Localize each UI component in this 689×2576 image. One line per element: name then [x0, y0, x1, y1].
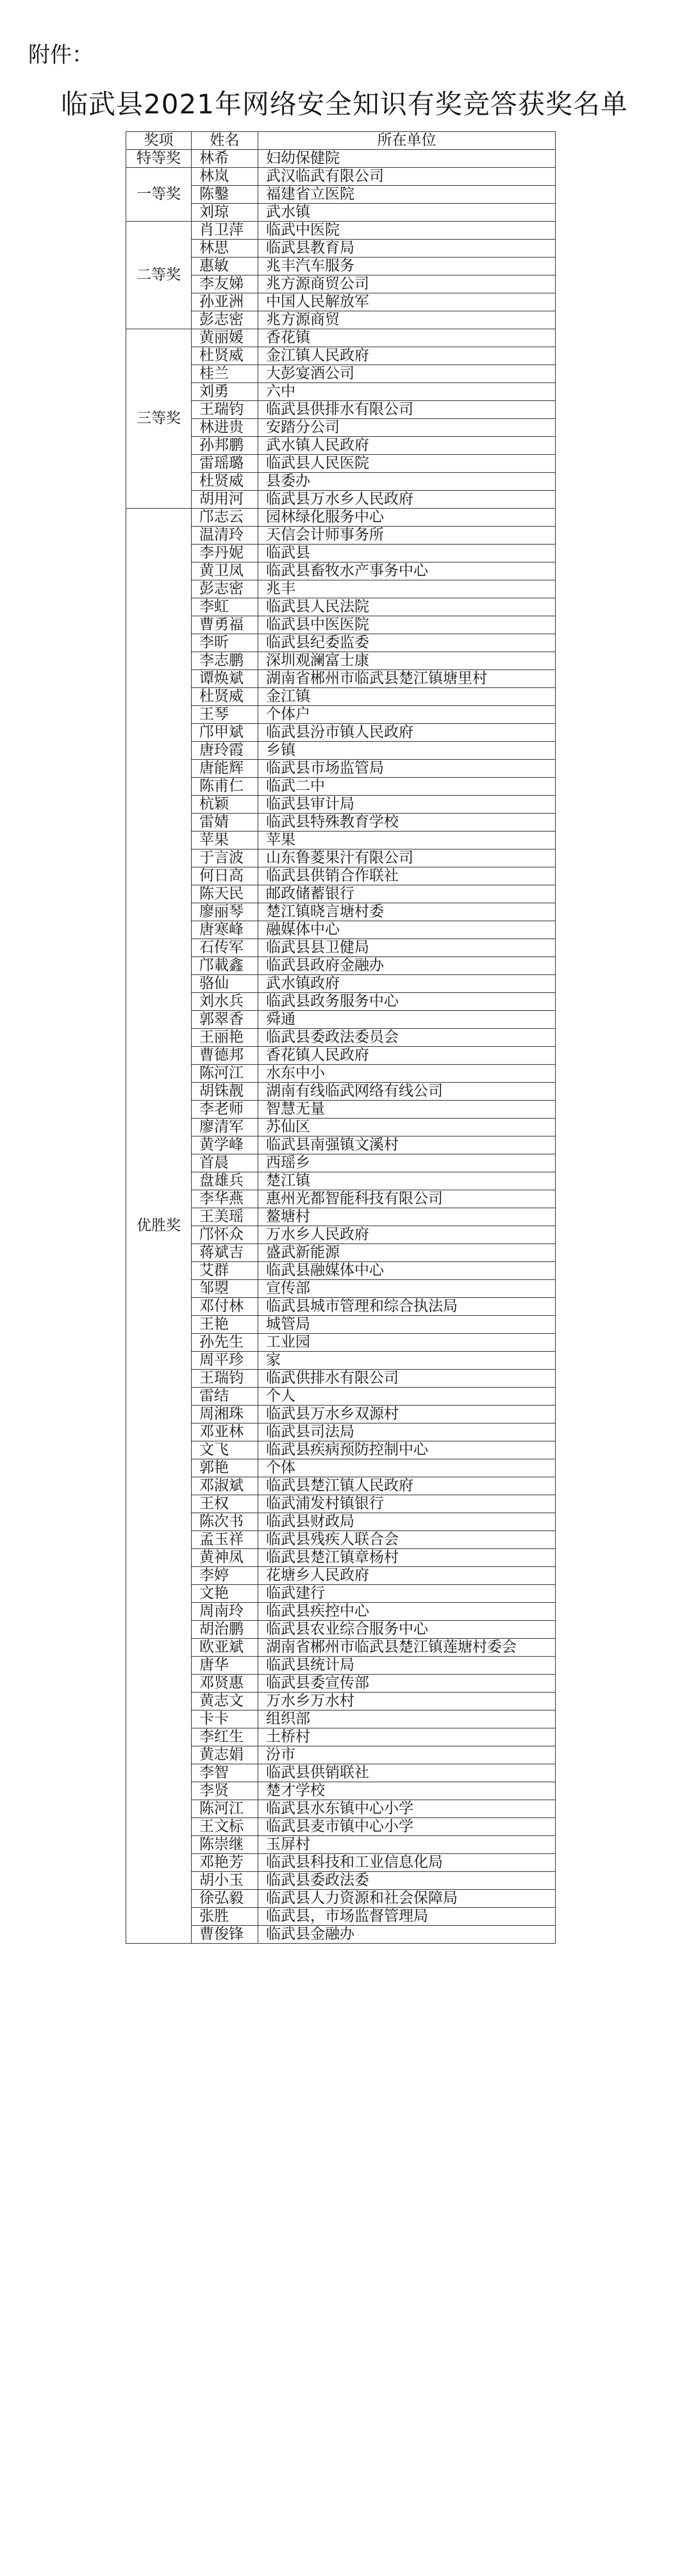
winner-name-cell: 王瑞钧 — [192, 401, 258, 419]
winner-unit-cell: 宣传部 — [258, 1280, 556, 1298]
winner-unit-cell: 融媒体中心 — [258, 921, 556, 939]
winner-unit-cell: 园林绿化服务中心 — [258, 509, 556, 527]
winner-name-cell: 黄卫凤 — [192, 562, 258, 580]
winner-name-cell: 李志鹏 — [192, 652, 258, 670]
winner-name-cell: 黄志娟 — [192, 1746, 258, 1764]
winner-unit-cell: 个人 — [258, 1388, 556, 1406]
winner-name-cell: 孙亚洲 — [192, 293, 258, 311]
winner-unit-cell: 工业园 — [258, 1334, 556, 1352]
winner-unit-cell: 临武建行 — [258, 1585, 556, 1603]
winner-unit-cell: 楚江镇 — [258, 1172, 556, 1190]
winner-name-cell: 陈天民 — [192, 885, 258, 903]
winner-unit-cell: 金江镇人民政府 — [258, 347, 556, 365]
winner-name-cell: 胡小玉 — [192, 1872, 258, 1890]
winner-unit-cell: 汾市 — [258, 1746, 556, 1764]
winner-name-cell: 胡铢靓 — [192, 1083, 258, 1101]
winner-name-cell: 王丽艳 — [192, 1029, 258, 1047]
winner-name-cell: 陈次书 — [192, 1513, 258, 1531]
winner-unit-cell: 中国人民解放军 — [258, 293, 556, 311]
winner-unit-cell: 六中 — [258, 383, 556, 401]
winner-name-cell: 黄神凤 — [192, 1549, 258, 1567]
award-table — [126, 131, 556, 1944]
winner-unit-cell: 临武县财政局 — [258, 1513, 556, 1531]
winner-unit-cell: 惠州光都智能科技有限公司 — [258, 1190, 556, 1208]
winner-name-cell: 谭焕斌 — [192, 670, 258, 688]
winner-name-cell: 杜贤威 — [192, 347, 258, 365]
winner-name-cell: 胡治鹏 — [192, 1621, 258, 1639]
winner-unit-cell: 邮政储蓄银行 — [258, 885, 556, 903]
winner-unit-cell: 苏仙区 — [258, 1119, 556, 1136]
winner-name-cell: 孟玉祥 — [192, 1531, 258, 1549]
winner-unit-cell: 乡镇 — [258, 742, 556, 760]
winner-name-cell: 盘雄兵 — [192, 1172, 258, 1190]
winner-unit-cell: 城管局 — [258, 1316, 556, 1334]
winner-unit-cell: 临武县汾市镇人民政府 — [258, 724, 556, 742]
winner-name-cell: 李友娣 — [192, 275, 258, 293]
winner-name-cell: 王瑞钧 — [192, 1370, 258, 1388]
winner-name-cell: 王琴 — [192, 706, 258, 724]
winner-unit-cell: 天信会计师事务所 — [258, 527, 556, 545]
winner-name-cell: 李智 — [192, 1764, 258, 1782]
winner-unit-cell: 楚江镇晓言塘村委 — [258, 903, 556, 921]
winner-unit-cell: 临武县中医医院 — [258, 616, 556, 634]
winner-unit-cell: 兆方源商贸 — [258, 311, 556, 329]
winner-unit-cell: 临武县 — [258, 545, 556, 562]
winner-name-cell: 邝志云 — [192, 509, 258, 527]
winner-name-cell: 陈鑿 — [192, 186, 258, 204]
winner-unit-cell: 福建省立医院 — [258, 186, 556, 204]
winner-unit-cell: 兆丰 — [258, 580, 556, 598]
winner-unit-cell: 县委办 — [258, 473, 556, 491]
winner-unit-cell: 舜通 — [258, 1011, 556, 1029]
winner-name-cell: 李红生 — [192, 1728, 258, 1746]
prize-cell: 一等奖 — [126, 168, 192, 222]
winner-name-cell: 雷结 — [192, 1388, 258, 1406]
winner-name-cell: 肖卫萍 — [192, 222, 258, 240]
winner-unit-cell: 临武浦发村镇银行 — [258, 1495, 556, 1513]
winner-unit-cell: 临武县畜牧水产事务中心 — [258, 562, 556, 580]
winner-unit-cell: 临武县司法局 — [258, 1423, 556, 1441]
winner-name-cell: 唐寒峰 — [192, 921, 258, 939]
winner-name-cell: 杜贤威 — [192, 473, 258, 491]
winner-name-cell: 文飞 — [192, 1441, 258, 1459]
winner-name-cell: 邓艳芳 — [192, 1854, 258, 1872]
winner-name-cell: 唐玲霞 — [192, 742, 258, 760]
winner-unit-cell: 湖南省郴州市临武县楚江镇塘里村 — [258, 670, 556, 688]
winner-unit-cell: 临武县农业综合服务中心 — [258, 1621, 556, 1639]
winner-name-cell: 邓付林 — [192, 1298, 258, 1316]
winner-unit-cell: 临武县纪委监委 — [258, 634, 556, 652]
winner-name-cell: 郭艳 — [192, 1459, 258, 1477]
winner-unit-cell: 香花镇人民政府 — [258, 1047, 556, 1065]
winner-name-cell: 李老师 — [192, 1101, 258, 1119]
winner-name-cell: 骆仙 — [192, 975, 258, 993]
winner-unit-cell: 武水镇 — [258, 204, 556, 222]
winner-name-cell: 郭翠香 — [192, 1011, 258, 1029]
winner-unit-cell: 临武县水东镇中心小学 — [258, 1800, 556, 1818]
winner-name-cell: 王美瑶 — [192, 1208, 258, 1226]
winner-unit-cell: 武汉临武有限公司 — [258, 168, 556, 186]
winner-name-cell: 孙先生 — [192, 1334, 258, 1352]
winner-name-cell: 廖清军 — [192, 1119, 258, 1136]
winner-unit-cell: 苹果 — [258, 832, 556, 849]
winner-name-cell: 刘勇 — [192, 383, 258, 401]
winner-unit-cell: 临武县市场监管局 — [258, 760, 556, 778]
winner-name-cell: 周南玲 — [192, 1603, 258, 1621]
winner-name-cell: 邝甲斌 — [192, 724, 258, 742]
winner-unit-cell: 湖南有线临武网络有线公司 — [258, 1083, 556, 1101]
winner-name-cell: 李虹 — [192, 598, 258, 616]
winner-unit-cell: 临武县楚江镇章杨村 — [258, 1549, 556, 1567]
winner-name-cell: 陈河江 — [192, 1065, 258, 1083]
winner-unit-cell: 家 — [258, 1352, 556, 1370]
winner-name-cell: 陈河江 — [192, 1800, 258, 1818]
prize-cell: 优胜奖 — [126, 509, 192, 1944]
header-prize: 奖项 — [126, 132, 192, 150]
winner-unit-cell: 临武县供销联社 — [258, 1764, 556, 1782]
winner-name-cell: 黄学峰 — [192, 1136, 258, 1154]
winner-unit-cell: 临武县麦市镇中心小学 — [258, 1818, 556, 1836]
award-table-body — [126, 150, 556, 1944]
winner-name-cell: 林希 — [192, 150, 258, 168]
winner-unit-cell: 兆丰汽车服务 — [258, 258, 556, 275]
winner-name-cell: 桂兰 — [192, 365, 258, 383]
winner-unit-cell: 万水乡万水村 — [258, 1693, 556, 1710]
winner-name-cell: 曹勇福 — [192, 616, 258, 634]
winner-unit-cell: 智慧无量 — [258, 1101, 556, 1119]
winner-unit-cell: 武水镇政府 — [258, 975, 556, 993]
winner-unit-cell: 万水乡人民政府 — [258, 1226, 556, 1244]
winner-unit-cell: 临武县楚江镇人民政府 — [258, 1477, 556, 1495]
winner-name-cell: 邝載鑫 — [192, 957, 258, 975]
winner-name-cell: 廖丽琴 — [192, 903, 258, 921]
winner-unit-cell: 临武县疾控中心 — [258, 1603, 556, 1621]
winner-name-cell: 邓贤惠 — [192, 1675, 258, 1693]
winner-unit-cell: 土桥村 — [258, 1728, 556, 1746]
winner-name-cell: 王文标 — [192, 1818, 258, 1836]
winner-name-cell: 苹果 — [192, 832, 258, 849]
winner-unit-cell: 山东鲁菱果汁有限公司 — [258, 849, 556, 867]
winner-name-cell: 李华燕 — [192, 1190, 258, 1208]
winner-name-cell: 于言波 — [192, 849, 258, 867]
winner-name-cell: 黄志文 — [192, 1693, 258, 1710]
winner-unit-cell: 金江镇 — [258, 688, 556, 706]
winner-name-cell: 陈甫仁 — [192, 778, 258, 796]
winner-unit-cell: 临武供排水有限公司 — [258, 1370, 556, 1388]
winner-name-cell: 周湘珠 — [192, 1406, 258, 1423]
winner-name-cell: 惠敏 — [192, 258, 258, 275]
winner-name-cell: 林进贵 — [192, 419, 258, 437]
winner-name-cell: 李婷 — [192, 1567, 258, 1585]
winner-unit-cell: 临武县统计局 — [258, 1657, 556, 1675]
winner-name-cell: 陈崇继 — [192, 1836, 258, 1854]
winner-unit-cell: 玉屏村 — [258, 1836, 556, 1854]
winner-unit-cell: 妇幼保健院 — [258, 150, 556, 168]
winner-name-cell: 艾群 — [192, 1262, 258, 1280]
winner-unit-cell: 临武县金融办 — [258, 1926, 556, 1944]
winner-name-cell: 石传军 — [192, 939, 258, 957]
winner-unit-cell: 个体户 — [258, 706, 556, 724]
winner-name-cell: 首晨 — [192, 1154, 258, 1172]
winner-name-cell: 李贤 — [192, 1782, 258, 1800]
winner-unit-cell: 临武县，市场监督管理局 — [258, 1908, 556, 1926]
winner-unit-cell: 西瑶乡 — [258, 1154, 556, 1172]
winner-name-cell: 文艳 — [192, 1585, 258, 1603]
table-row — [126, 150, 556, 168]
prize-cell: 特等奖 — [126, 150, 192, 168]
winner-unit-cell: 临武县残疾人联合会 — [258, 1531, 556, 1549]
winner-name-cell: 蒋斌吉 — [192, 1244, 258, 1262]
winner-name-cell: 邓淑斌 — [192, 1477, 258, 1495]
winner-name-cell: 雷瑶璐 — [192, 455, 258, 473]
winner-unit-cell: 临武县人民法院 — [258, 598, 556, 616]
winner-name-cell: 彭志密 — [192, 580, 258, 598]
winner-name-cell: 唐能辉 — [192, 760, 258, 778]
winner-name-cell: 李昕 — [192, 634, 258, 652]
table-row — [126, 222, 556, 240]
winner-name-cell: 杭颖 — [192, 796, 258, 814]
winner-unit-cell: 花塘乡人民政府 — [258, 1567, 556, 1585]
page-title: 临武县2021年网络安全知识有奖竞答获奖名单 — [61, 88, 628, 120]
winner-unit-cell: 兆方源商贸公司 — [258, 275, 556, 293]
attachment-label: 附件： — [28, 42, 94, 68]
header-unit: 所在单位 — [258, 132, 556, 150]
winner-name-cell: 邹曌 — [192, 1280, 258, 1298]
prize-cell: 三等奖 — [126, 329, 192, 509]
table-header-row — [126, 132, 556, 150]
winner-unit-cell: 临武县审计局 — [258, 796, 556, 814]
winner-unit-cell: 临武县县卫健局 — [258, 939, 556, 957]
winner-unit-cell: 临武县城市管理和综合执法局 — [258, 1298, 556, 1316]
winner-name-cell: 张胜 — [192, 1908, 258, 1926]
winner-unit-cell: 临武县人力资源和社会保障局 — [258, 1890, 556, 1908]
winner-unit-cell: 临武县特殊教育学校 — [258, 814, 556, 832]
winner-unit-cell: 临武县政务服务中心 — [258, 993, 556, 1011]
winner-unit-cell: 临武县委政法委 — [258, 1872, 556, 1890]
winner-name-cell: 何日高 — [192, 867, 258, 885]
winner-name-cell: 孙邦鹏 — [192, 437, 258, 455]
winner-unit-cell: 临武县委宣传部 — [258, 1675, 556, 1693]
winner-name-cell: 曹德邦 — [192, 1047, 258, 1065]
winner-unit-cell: 鳌塘村 — [258, 1208, 556, 1226]
winner-name-cell: 刘水兵 — [192, 993, 258, 1011]
winner-unit-cell: 临武二中 — [258, 778, 556, 796]
winner-unit-cell: 香花镇 — [258, 329, 556, 347]
winner-name-cell: 邝怀众 — [192, 1226, 258, 1244]
winner-name-cell: 李丹妮 — [192, 545, 258, 562]
winner-name-cell: 刘琼 — [192, 204, 258, 222]
winner-unit-cell: 组织部 — [258, 1710, 556, 1728]
winner-unit-cell: 临武县疾病预防控制中心 — [258, 1441, 556, 1459]
winner-name-cell: 曹俊锋 — [192, 1926, 258, 1944]
winner-name-cell: 林岚 — [192, 168, 258, 186]
winner-name-cell: 林思 — [192, 240, 258, 258]
winner-unit-cell: 临武县科技和工业信息化局 — [258, 1854, 556, 1872]
winner-unit-cell: 临武县委政法委员会 — [258, 1029, 556, 1047]
winner-name-cell: 胡用河 — [192, 491, 258, 509]
winner-unit-cell: 深圳观澜富士康 — [258, 652, 556, 670]
winner-name-cell: 王权 — [192, 1495, 258, 1513]
winner-name-cell: 欧亚斌 — [192, 1639, 258, 1657]
table-row — [126, 509, 556, 527]
winner-unit-cell: 武水镇人民政府 — [258, 437, 556, 455]
winner-name-cell: 王艳 — [192, 1316, 258, 1334]
winner-unit-cell: 临武中医院 — [258, 222, 556, 240]
winner-name-cell: 邓亚林 — [192, 1423, 258, 1441]
winner-unit-cell: 临武县供排水有限公司 — [258, 401, 556, 419]
winner-unit-cell: 安踏分公司 — [258, 419, 556, 437]
winner-unit-cell: 临武县教育局 — [258, 240, 556, 258]
winner-unit-cell: 临武县供销合作联社 — [258, 867, 556, 885]
prize-cell: 二等奖 — [126, 222, 192, 329]
winner-unit-cell: 楚才学校 — [258, 1782, 556, 1800]
winner-name-cell: 杜贤威 — [192, 688, 258, 706]
winner-name-cell: 温清玲 — [192, 527, 258, 545]
table-row — [126, 168, 556, 186]
winner-unit-cell: 水东中小 — [258, 1065, 556, 1083]
winner-name-cell: 雷婧 — [192, 814, 258, 832]
winner-unit-cell: 大彭宴酒公司 — [258, 365, 556, 383]
winner-name-cell: 黄丽媛 — [192, 329, 258, 347]
winner-unit-cell: 临武县人民医院 — [258, 455, 556, 473]
winner-unit-cell: 临武县南强镇文溪村 — [258, 1136, 556, 1154]
winner-unit-cell: 湖南省郴州市临武县楚江镇莲塘村委会 — [258, 1639, 556, 1657]
winner-unit-cell: 个体 — [258, 1459, 556, 1477]
header-name: 姓名 — [192, 132, 258, 150]
winner-name-cell: 徐弘毅 — [192, 1890, 258, 1908]
winner-unit-cell: 临武县政府金融办 — [258, 957, 556, 975]
winner-unit-cell: 临武县融媒体中心 — [258, 1262, 556, 1280]
winner-name-cell: 唐华 — [192, 1657, 258, 1675]
winner-unit-cell: 临武县万水乡双源村 — [258, 1406, 556, 1423]
winner-unit-cell: 盛武新能源 — [258, 1244, 556, 1262]
table-row — [126, 329, 556, 347]
winner-name-cell: 卡卡 — [192, 1710, 258, 1728]
winner-name-cell: 周平珍 — [192, 1352, 258, 1370]
winner-name-cell: 彭志密 — [192, 311, 258, 329]
winner-unit-cell: 临武县万水乡人民政府 — [258, 491, 556, 509]
